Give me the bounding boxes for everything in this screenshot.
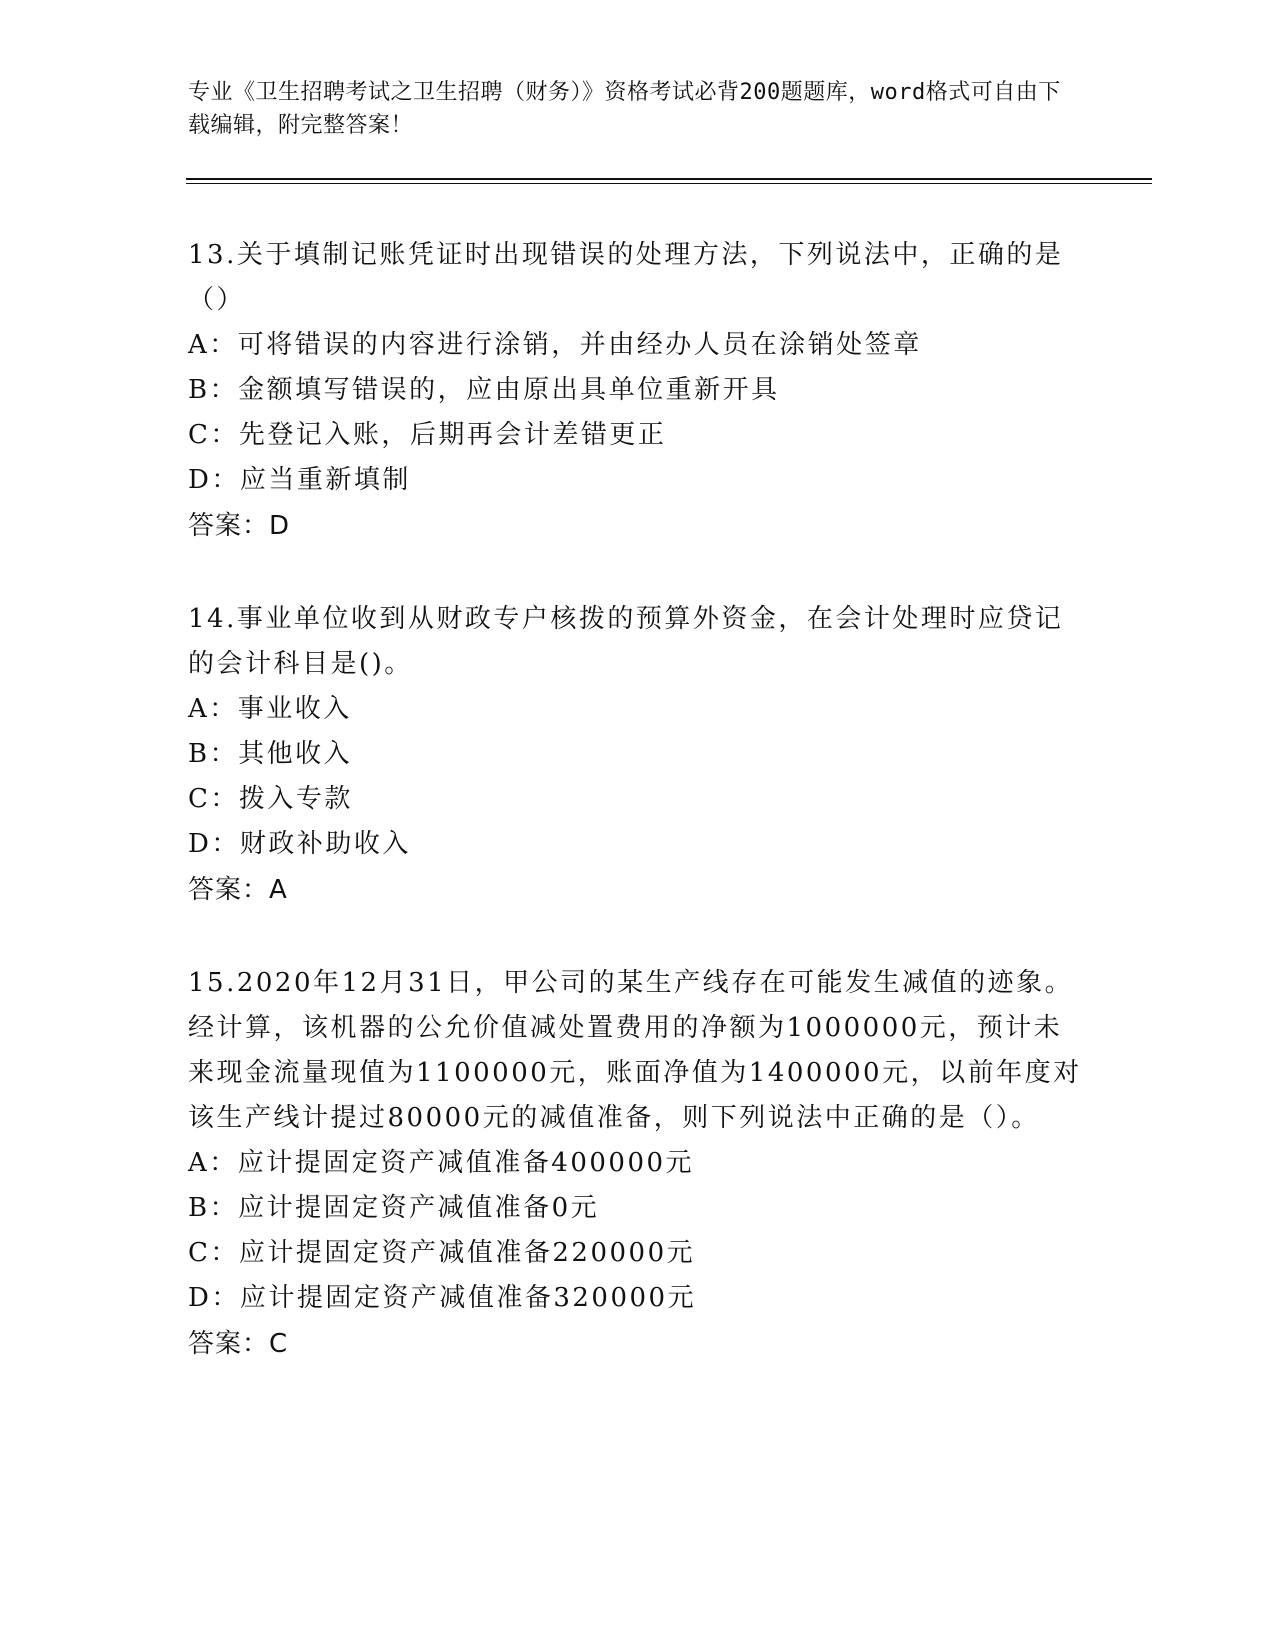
option-a: A：可将错误的内容进行涂销，并由经办人员在涂销处签章	[188, 330, 922, 360]
answer: 答案：D	[188, 511, 291, 541]
option-a: A：应计提固定资产减值准备400000元	[188, 1148, 695, 1178]
question-stem: 13.关于填制记账凭证时出现错误的处理方法，下列说法中，正确的是（）	[188, 240, 1064, 315]
answer: 答案：A	[188, 875, 288, 905]
header-divider	[186, 178, 1152, 180]
option-c: C：先登记入账，后期再会计差错更正	[188, 420, 667, 450]
option-c: C：应计提固定资产减值准备220000元	[188, 1238, 696, 1268]
option-d: D：财政补助收入	[188, 829, 411, 859]
option-b: B：金额填写错误的，应由原出具单位重新开具	[188, 375, 780, 405]
option-a: A：事业收入	[188, 694, 352, 724]
question-15	[188, 961, 1088, 1367]
question-14	[188, 597, 1088, 913]
answer: 答案：C	[188, 1329, 289, 1359]
option-d: D：应计提固定资产减值准备320000元	[188, 1283, 697, 1313]
option-b: B：应计提固定资产减值准备0元	[188, 1193, 600, 1223]
header-divider-thin	[186, 183, 1152, 184]
question-stem: 15.2020年12月31日，甲公司的某生产线存在可能发生减值的迹象。经计算，该机器的公允价值减处置费用的净额为1000000元，预计未来现金流量现值为1100000元，账面净值为1400000元，以前年度对该生产线计提过80000元的减值准备，则下列说法中正确的是（）。	[188, 968, 1082, 1133]
document-header: 专业《卫生招聘考试之卫生招聘（财务）》资格考试必背200题题库，word格式可自由下载编辑，附完整答案！	[188, 80, 1061, 138]
question-stem: 14.事业单位收到从财政专户核拨的预算外资金，在会计处理时应贷记的会计科目是()。	[188, 604, 1064, 679]
question-13	[188, 233, 1088, 549]
option-b: B：其他收入	[188, 739, 353, 769]
option-d: D：应当重新填制	[188, 465, 411, 495]
option-c: C：拨入专款	[188, 784, 353, 814]
